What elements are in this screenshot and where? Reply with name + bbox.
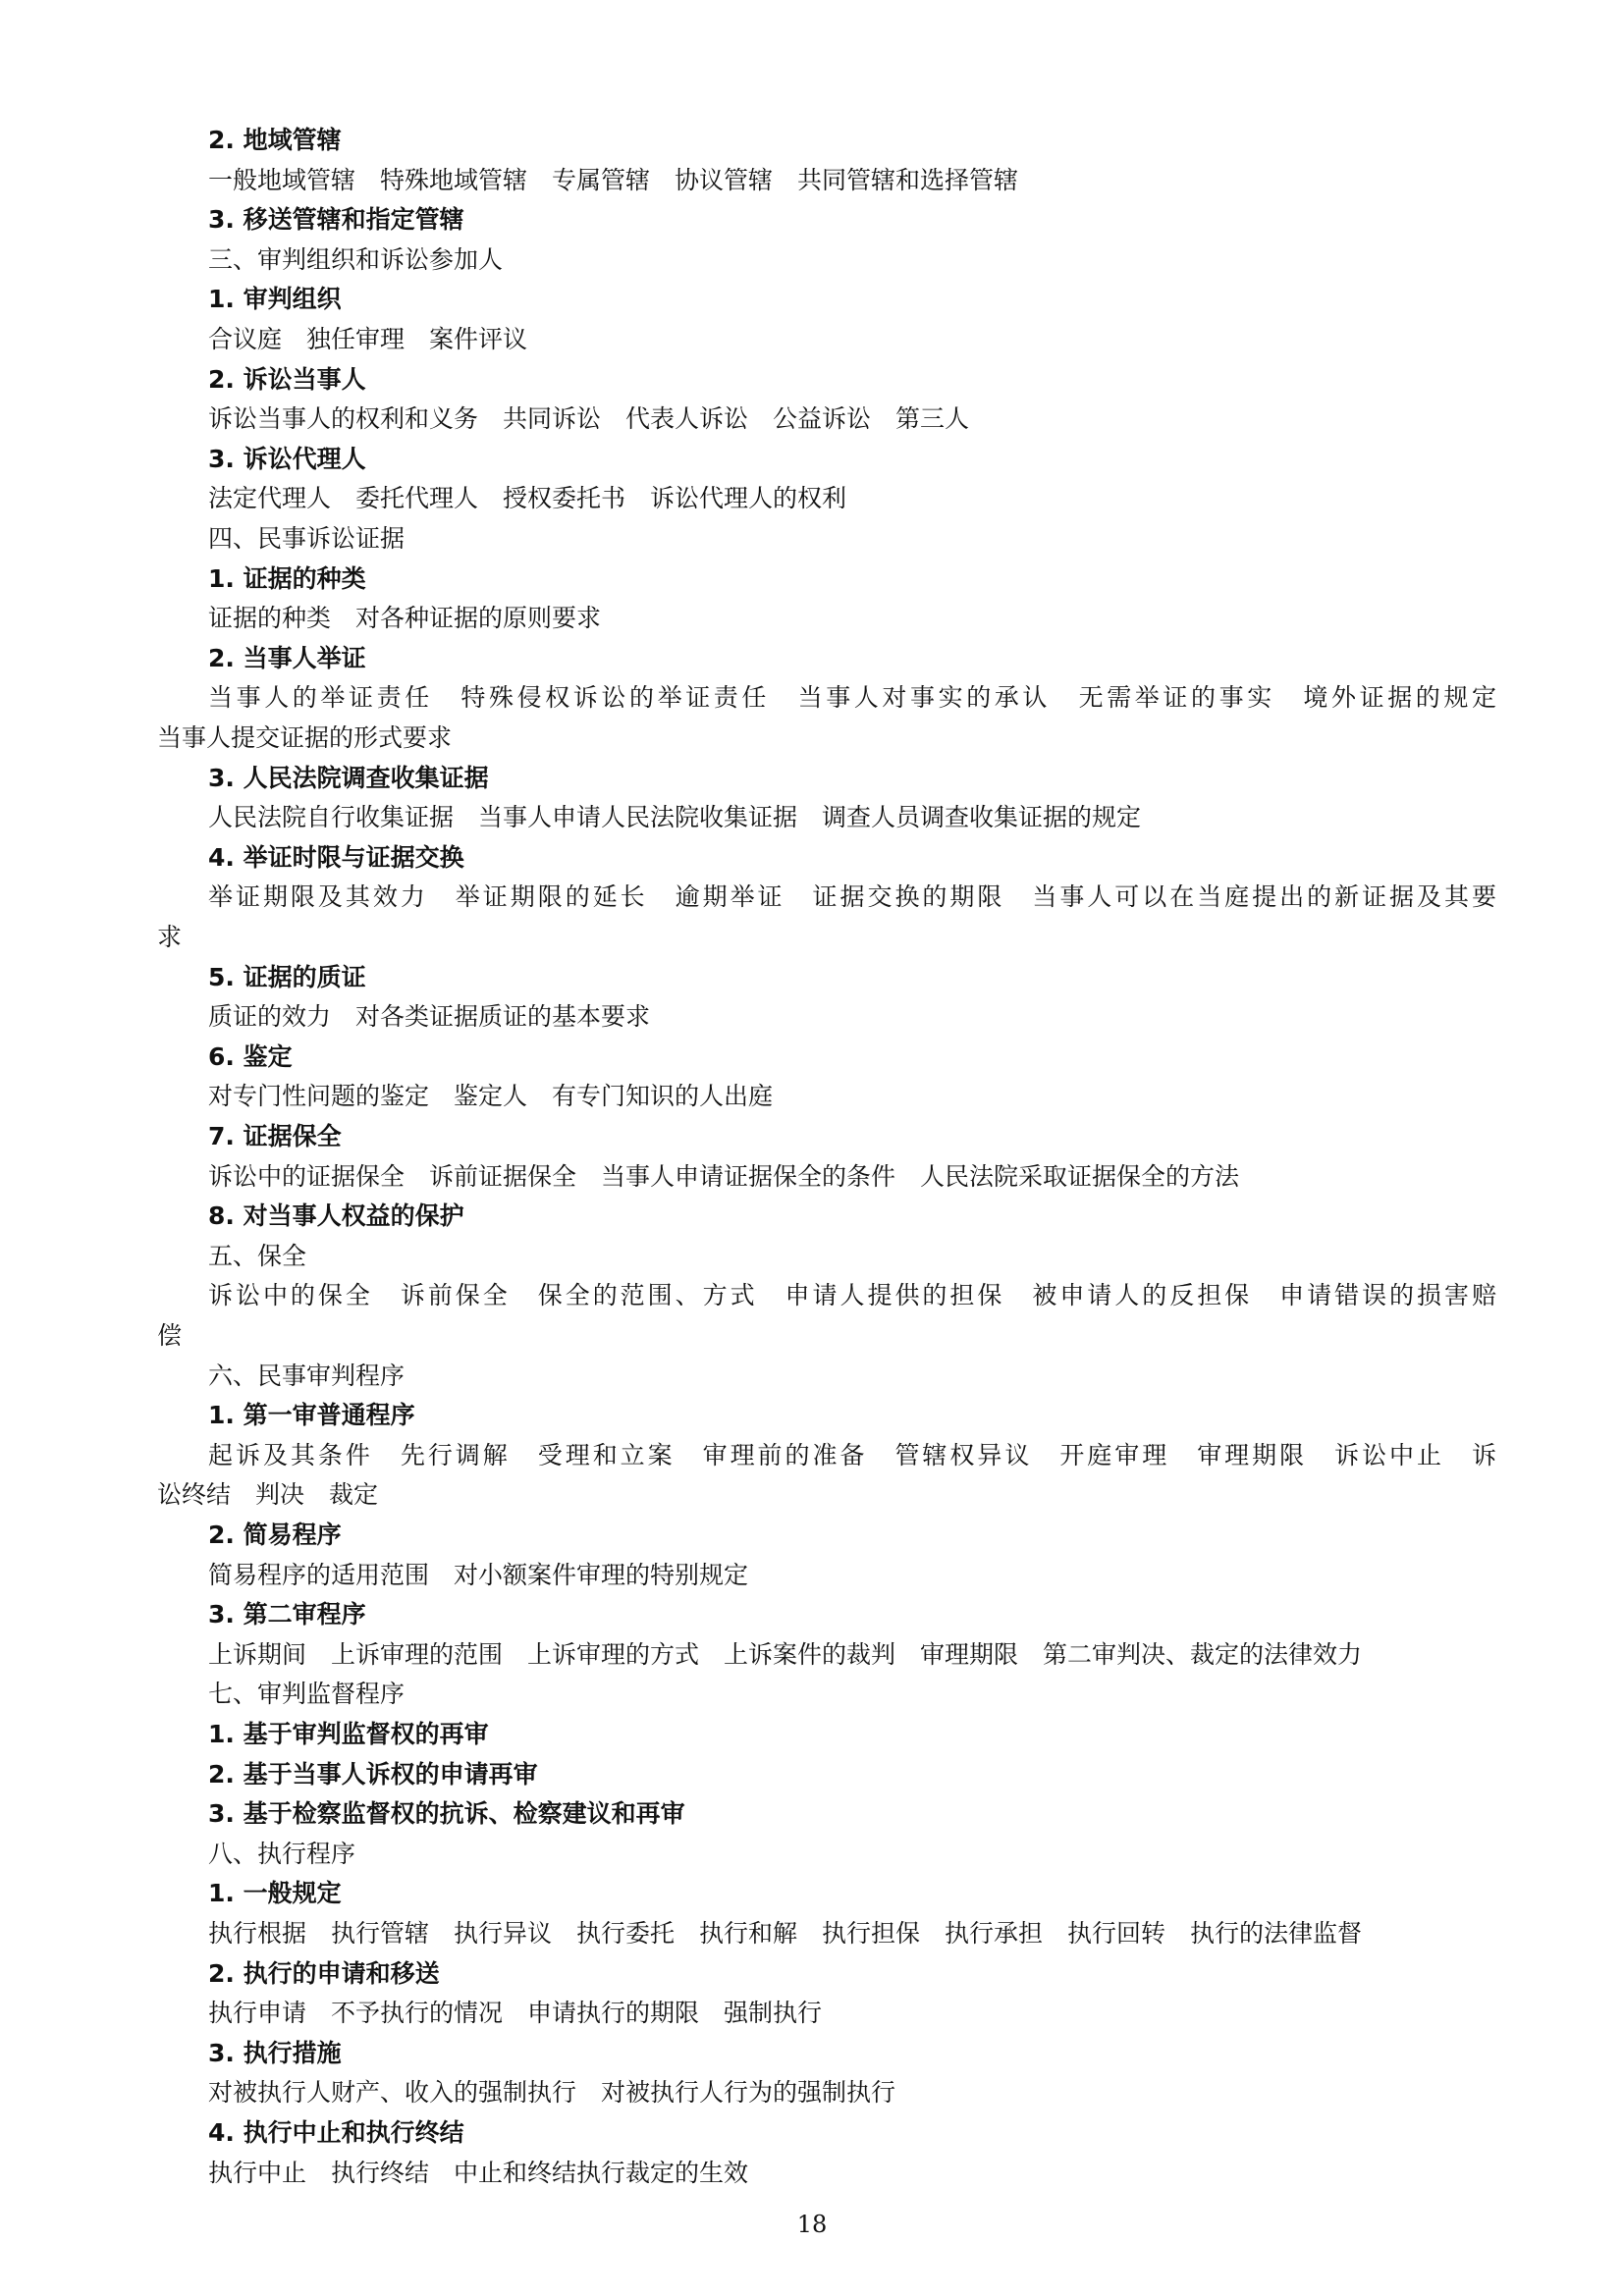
- section-heading: 3. 人民法院调查收集证据: [208, 763, 489, 792]
- section-heading: 1. 第一审普通程序: [208, 1401, 415, 1430]
- text-line: 五、保全: [208, 1241, 307, 1270]
- text-line: 六、民事审判程序: [208, 1361, 406, 1390]
- section-heading: 1. 基于审判监督权的再审: [208, 1720, 489, 1748]
- text-line: 执行申请 不予执行的情况 申请执行的期限 强制执行: [208, 1999, 823, 2028]
- text-line: 当事人提交证据的形式要求: [157, 723, 453, 752]
- text-line: 起诉及其条件 先行调解 受理和立案 审理前的准备 管辖权异议 开庭审理 审理期限 诉讼中止 诉: [208, 1440, 1496, 1469]
- text-line: 三、审判组织和诉讼参加人: [208, 244, 504, 274]
- section-heading: 5. 证据的质证: [208, 962, 366, 991]
- text-line: 执行中止 执行终结 中止和终结执行裁定的生效: [208, 2158, 749, 2187]
- section-heading: 6. 鉴定: [208, 1041, 293, 1071]
- section-heading: 2. 执行的申请和移送: [208, 1958, 440, 1988]
- text-line: 上诉期间 上诉审理的范围 上诉审理的方式 上诉案件的裁判 审理期限 第二审判决、裁定的法律效力: [208, 1639, 1363, 1669]
- section-heading: 3. 诉讼代理人: [208, 444, 366, 473]
- section-heading: 1. 证据的种类: [208, 563, 366, 593]
- section-heading: 7. 证据保全: [208, 1122, 342, 1150]
- section-heading: 1. 一般规定: [208, 1879, 342, 1908]
- section-heading: 3. 第二审程序: [208, 1600, 366, 1629]
- section-heading: 3. 基于检察监督权的抗诉、检察建议和再审: [208, 1799, 685, 1829]
- text-line: 对被执行人财产、收入的强制执行 对被执行人行为的强制执行: [208, 2078, 896, 2108]
- text-line: 质证的效力 对各类证据质证的基本要求: [208, 1002, 651, 1032]
- text-line: 八、执行程序: [208, 1839, 356, 1868]
- section-heading: 3. 执行措施: [208, 2038, 342, 2067]
- section-heading: 4. 举证时限与证据交换: [208, 842, 464, 872]
- section-heading: 2. 当事人举证: [208, 643, 366, 672]
- text-line: 简易程序的适用范围 对小额案件审理的特别规定: [208, 1560, 749, 1589]
- text-line: 诉讼中的保全 诉前保全 保全的范围、方式 申请人提供的担保 被申请人的反担保 申请错误的损害赔: [208, 1281, 1496, 1310]
- section-heading: 2. 简易程序: [208, 1521, 342, 1549]
- text-line: 人民法院自行收集证据 当事人申请人民法院收集证据 调查人员调查收集证据的规定: [208, 803, 1142, 832]
- page-number: 18: [796, 2211, 828, 2238]
- text-line: 一般地域管辖 特殊地域管辖 专属管辖 协议管辖 共同管辖和选择管辖: [208, 165, 1019, 194]
- text-line: 法定代理人 委托代理人 授权委托书 诉讼代理人的权利: [208, 484, 847, 513]
- section-heading: 4. 执行中止和执行终结: [208, 2118, 464, 2147]
- section-heading: 2. 地域管辖: [208, 126, 342, 154]
- text-line: 偿: [157, 1321, 183, 1350]
- text-line: 合议庭 独任审理 案件评议: [208, 325, 528, 353]
- text-line: 证据的种类 对各种证据的原则要求: [208, 604, 602, 633]
- text-line: 对专门性问题的鉴定 鉴定人 有专门知识的人出庭: [208, 1082, 774, 1111]
- text-line: 七、审判监督程序: [208, 1680, 406, 1709]
- text-line: 举证期限及其效力 举证期限的延长 逾期举证 证据交换的期限 当事人可以在当庭提出的新证据及其要: [208, 882, 1496, 912]
- text-line: 求: [157, 923, 183, 951]
- section-heading: 2. 诉讼当事人: [208, 364, 366, 394]
- text-line: 讼终结 判决 裁定: [157, 1480, 379, 1510]
- text-line: 诉讼中的证据保全 诉前证据保全 当事人申请证据保全的条件 人民法院采取证据保全的方法: [208, 1161, 1240, 1191]
- text-line: 当事人的举证责任 特殊侵权诉讼的举证责任 当事人对事实的承认 无需举证的事实 境外证据的规定: [208, 683, 1496, 713]
- section-heading: 8. 对当事人权益的保护: [208, 1201, 464, 1231]
- text-line: 诉讼当事人的权利和义务 共同诉讼 代表人诉讼 公益诉讼 第三人: [208, 404, 970, 434]
- section-heading: 3. 移送管辖和指定管辖: [208, 205, 464, 235]
- text-line: 四、民事诉讼证据: [208, 524, 406, 553]
- section-heading: 2. 基于当事人诉权的申请再审: [208, 1759, 538, 1789]
- text-line: 执行根据 执行管辖 执行异议 执行委托 执行和解 执行担保 执行承担 执行回转 执行的法律监督: [208, 1919, 1363, 1948]
- section-heading: 1. 审判组织: [208, 285, 342, 314]
